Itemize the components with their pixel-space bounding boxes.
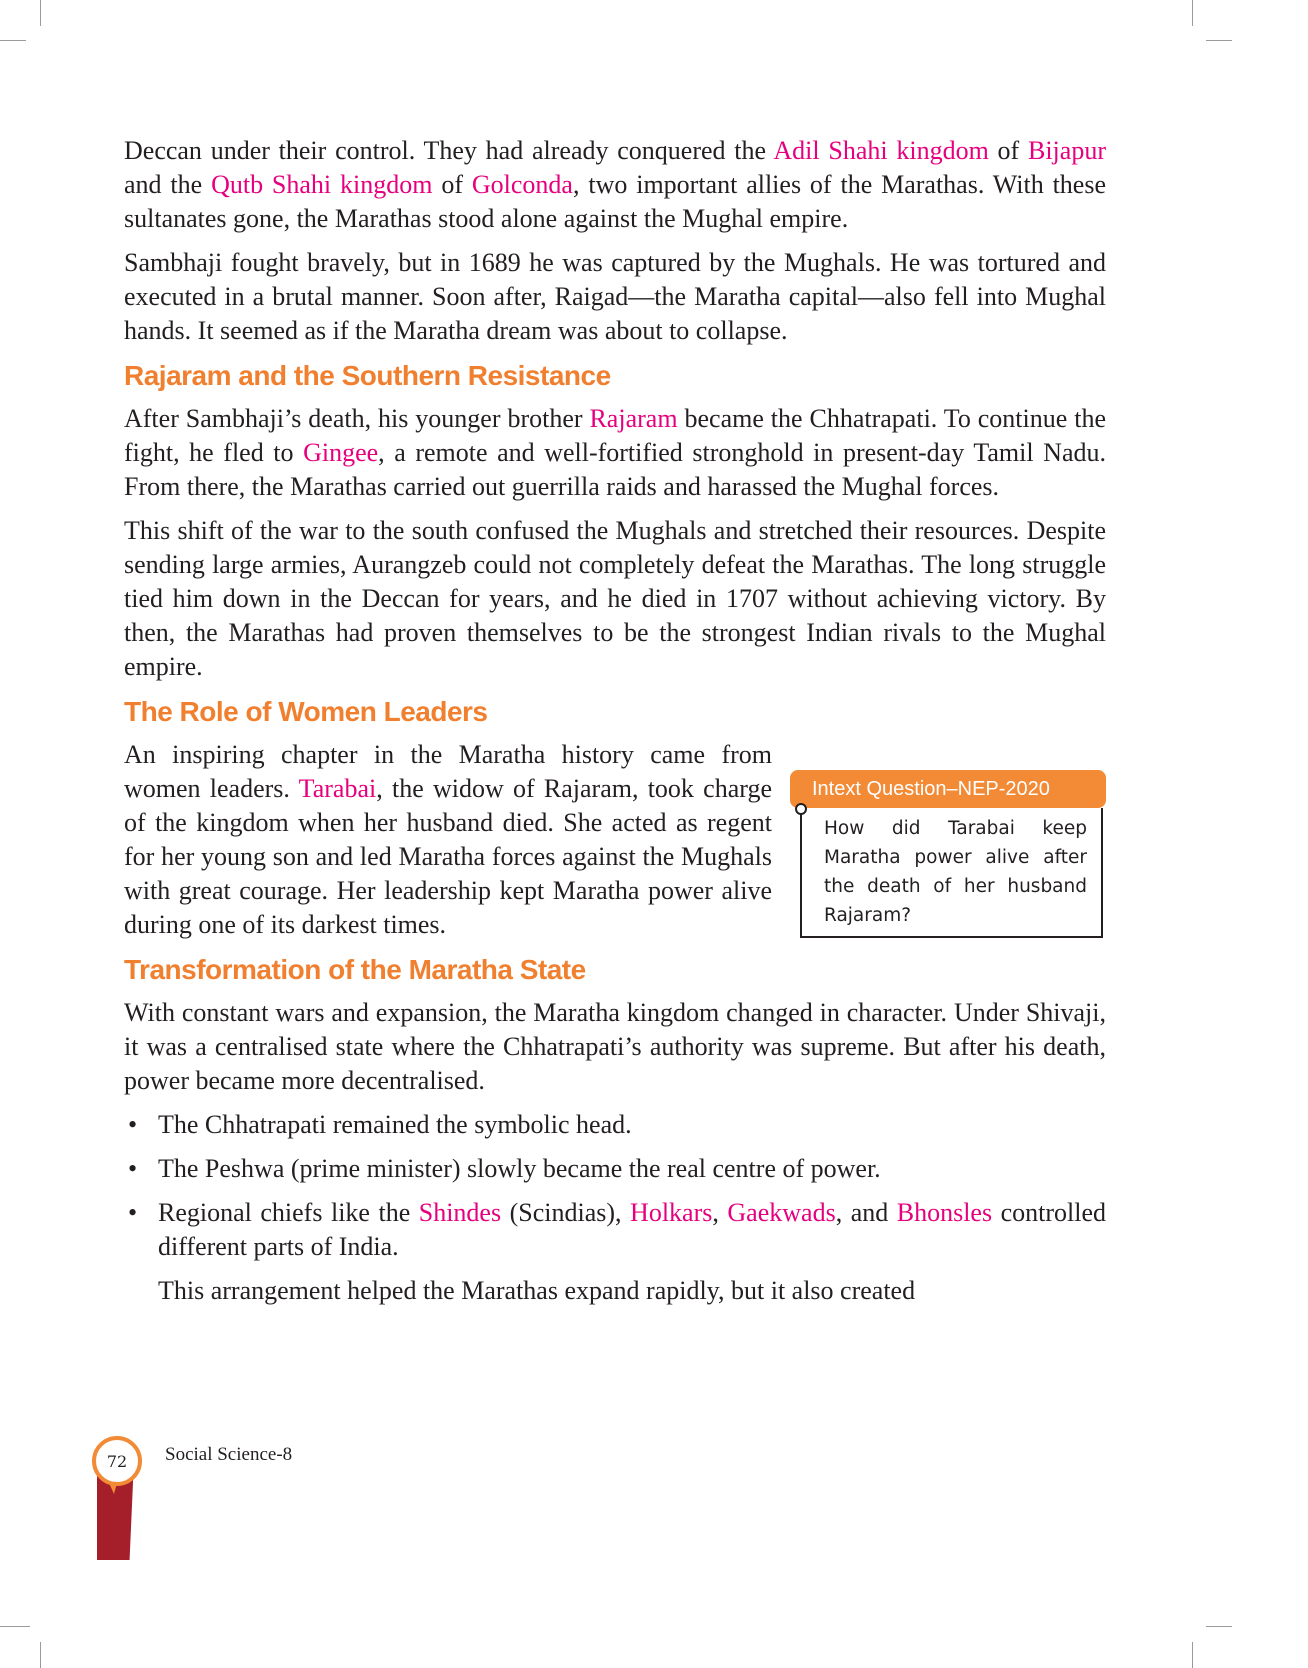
- crop-mark: [0, 40, 26, 41]
- section-heading: The Role of Women Leaders: [124, 696, 488, 727]
- paragraph: [124, 246, 1106, 348]
- list-item-text: [158, 1110, 632, 1139]
- crop-mark: [1192, 0, 1193, 26]
- text-segment: After Sambhaji’s death, his younger brother: [124, 404, 590, 433]
- text-segment: , two important allies of the Marathas. With these sultanates gone, the Marathas stood alone against the Mughal empire.: [124, 170, 1106, 233]
- list-item: [124, 1108, 1106, 1142]
- crop-mark: [1192, 1642, 1193, 1668]
- text-segment: , and: [835, 1198, 897, 1227]
- highlighted-term: Bijapur: [1027, 136, 1106, 165]
- bullet-icon: •: [128, 1110, 138, 1139]
- text-segment: The Chhatrapati remained the symbolic head.: [158, 1110, 632, 1139]
- highlighted-term: Adil Shahi kingdom: [773, 136, 989, 165]
- text-segment: This arrangement helped the Marathas expand rapidly, but it also created: [158, 1276, 916, 1305]
- text-segment: of: [988, 136, 1028, 165]
- text-segment: This shift of the war to the south confused the Mughals and stretched their resources. Despite sending large armies, Aurangzeb could not completely defeat the Marathas. The long struggle tied him down in the Deccan for years, and he died in 1707 without achieving victory. By then, the Marathas had proven themselves to be the strongest Indian rivals to the Mughal empire.: [124, 516, 1106, 681]
- text-segment: , a remote and well-fortified stronghold in present-day Tamil Nadu. From there, the Marathas carried out guerrilla raids and harassed the Mughal forces.: [124, 438, 1106, 501]
- text-segment: Regional chiefs like the: [158, 1198, 419, 1227]
- paragraph: [124, 514, 1106, 684]
- highlighted-term: Golconda: [471, 170, 573, 199]
- text-segment: controlled different parts of India.: [158, 1198, 1107, 1261]
- section-heading: Transformation of the Maratha State: [124, 954, 586, 985]
- text-segment: and the: [124, 170, 212, 199]
- book-title: Social Science-8: [165, 1444, 293, 1465]
- list-item-text: [158, 1154, 881, 1183]
- intext-question-title: Intext Question–NEP-2020: [790, 770, 1106, 808]
- crop-mark: [1206, 1626, 1232, 1627]
- text-segment: of: [432, 170, 472, 199]
- page-number: 72: [106, 1451, 128, 1471]
- highlighted-term: Shindes: [418, 1198, 502, 1227]
- text-segment: The Peshwa (prime minister) slowly became the real centre of power.: [158, 1154, 881, 1183]
- women-section-body: [124, 738, 1106, 942]
- text-segment: Deccan under their control. They had already conquered the: [124, 136, 774, 165]
- text-segment: (Scindias),: [501, 1198, 631, 1227]
- list-item: [124, 1152, 1106, 1186]
- crop-mark: [0, 1626, 30, 1627]
- bullet-list: [124, 1108, 1106, 1264]
- list-item-text: [158, 1198, 1106, 1261]
- paragraph: [158, 1274, 1106, 1308]
- text-segment: An inspiring chapter in the Maratha history came from women leaders.: [124, 740, 772, 803]
- text-segment: became the Chhatrapati. To continue the fight, he fled to: [124, 404, 1106, 467]
- page-number-badge: [92, 1436, 142, 1486]
- intext-question-text: How did Tarabai keep Maratha power alive after the death of her husband Rajaram?: [800, 808, 1103, 938]
- page-content: [124, 134, 1106, 1318]
- text-segment: With constant wars and expansion, the Maratha kingdom changed in character. Under Shivaji, it was a centralised state where the Chhatrapati’s authority was supreme. But after his death, power became more decentralised.: [124, 998, 1106, 1095]
- text-segment: ,: [712, 1198, 728, 1227]
- pin-icon: [795, 803, 807, 815]
- highlighted-term: Rajaram: [589, 404, 678, 433]
- section-heading: Rajaram and the Southern Resistance: [124, 360, 611, 391]
- highlighted-term: Bhonsles: [896, 1198, 993, 1227]
- highlighted-term: Qutb Shahi kingdom: [211, 170, 433, 199]
- bullet-icon: •: [128, 1154, 138, 1183]
- bullet-icon: •: [128, 1198, 138, 1227]
- list-item: [124, 1196, 1106, 1264]
- text-segment: , the widow of Rajaram, took charge of the kingdom when her husband died. She acted as regent for her young son and led Maratha forces against the Mughals with great courage. Her leadership kept Maratha power alive during one of its darkest times.: [124, 774, 772, 939]
- crop-mark: [40, 1642, 41, 1668]
- crop-mark: [40, 0, 41, 26]
- highlighted-term: Tarabai: [298, 774, 377, 803]
- paragraph: [124, 996, 1106, 1098]
- highlighted-term: Gaekwads: [727, 1198, 836, 1227]
- paragraph: [124, 402, 1106, 504]
- text-segment: Sambhaji fought bravely, but in 1689 he was captured by the Mughals. He was tortured and executed in a brutal manner. Soon after, Raigad—the Maratha capital—also fell into Mughal hands. It seemed as if the Maratha dream was about to collapse.: [124, 248, 1106, 345]
- crop-mark: [1206, 40, 1232, 41]
- paragraph: [124, 134, 1106, 236]
- highlighted-term: Gingee: [303, 438, 379, 467]
- highlighted-term: Holkars: [630, 1198, 713, 1227]
- intext-question-box: [790, 770, 1106, 938]
